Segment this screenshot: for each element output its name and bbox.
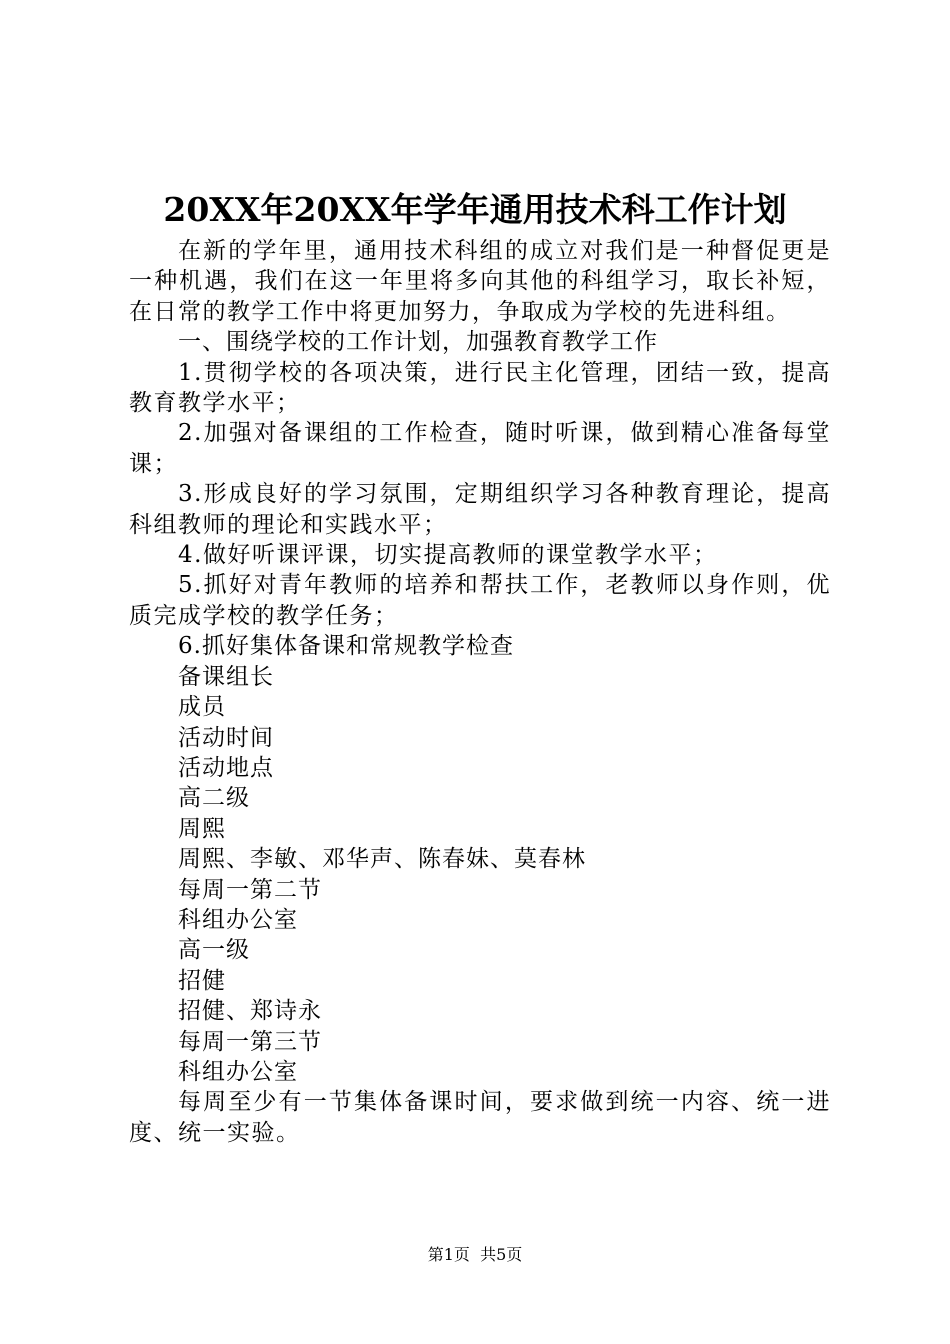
closing-paragraph: 每周至少有一节集体备课时间，要求做到统一内容、统一进度、统一实验。 <box>129 1089 831 1146</box>
table-header-place: 活动地点 <box>178 754 274 781</box>
group-leader: 招健 <box>178 967 226 994</box>
point-item: 2.加强对备课组的工作检查，随时听课，做到精心准备每堂课； <box>129 420 831 477</box>
group-leader: 周熙 <box>178 815 226 842</box>
group-members: 周熙、李敏、邓华声、陈春妹、莫春林 <box>178 846 586 873</box>
document-title: 20XX年20XX年学年通用技术科工作计划 <box>163 190 787 229</box>
table-header-time: 活动时间 <box>178 724 274 751</box>
point-item: 6.抓好集体备课和常规教学检查 <box>178 633 514 660</box>
section-heading: 一、围绕学校的工作计划，加强教育教学工作 <box>178 329 658 356</box>
intro-paragraph: 在新的学年里，通用技术科组的成立对我们是一种督促更是一种机遇，我们在这一年里将多向其他的科组学习，取长补短，在日常的教学工作中将更加努力，争取成为学校的先进科组。 <box>129 238 831 325</box>
document-body <box>129 236 831 1148</box>
table-header-members: 成员 <box>178 694 226 721</box>
point-item: 5.抓好对青年教师的培养和帮扶工作，老教师以身作则，优质完成学校的教学任务； <box>129 572 831 629</box>
group-place: 科组办公室 <box>178 1058 298 1085</box>
point-item: 1.贯彻学校的各项决策，进行民主化管理，团结一致，提高教育教学水平； <box>129 359 831 417</box>
group-grade: 高一级 <box>178 937 250 964</box>
group-time: 每周一第三节 <box>178 1028 322 1055</box>
page-footer: 第1页 共5页 <box>427 1245 523 1264</box>
group-time: 每周一第二节 <box>178 876 322 903</box>
group-grade: 高二级 <box>178 785 250 812</box>
point-item: 4.做好听课评课，切实提高教师的课堂教学水平； <box>178 542 718 569</box>
group-members: 招健、郑诗永 <box>178 998 322 1025</box>
point-item: 3.形成良好的学习氛围，定期组织学习各种教育理论，提高科组教师的理论和实践水平； <box>129 481 831 538</box>
group-place: 科组办公室 <box>178 906 298 933</box>
table-header-leader: 备课组长 <box>178 663 274 690</box>
